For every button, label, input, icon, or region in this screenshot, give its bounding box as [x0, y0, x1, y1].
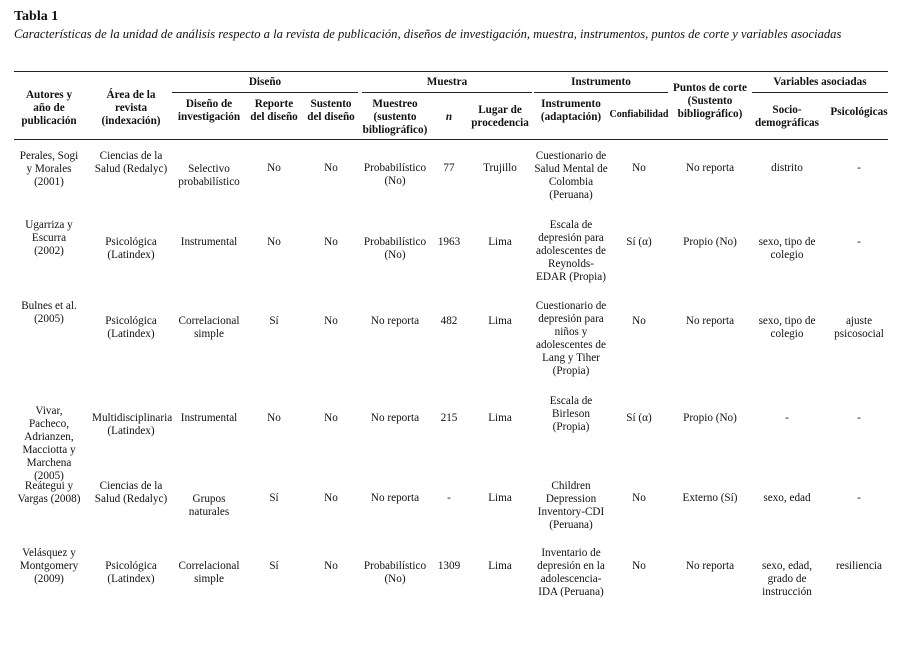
- cell-muestreo: Probabilístico (No): [363, 236, 427, 261]
- cell-muestreo: No reporta: [370, 492, 420, 504]
- cell-psico: -: [857, 162, 861, 174]
- cell-autores: Bulnes et al. (2005): [21, 300, 77, 325]
- header-sustento: Sustento del diseño: [307, 98, 355, 123]
- cell-puntos: Externo (Sí): [682, 492, 738, 504]
- cell-muestreo: Probabilístico (No): [363, 162, 427, 187]
- header-muestreo: Muestreo (sustento bibliográfico): [362, 98, 428, 136]
- cell-n: 1309: [437, 560, 461, 572]
- cell-puntos: No reporta: [685, 162, 735, 174]
- cell-sustento: No: [324, 560, 338, 572]
- cell-confiabilidad: No: [632, 560, 646, 572]
- table-title: Tabla 1: [14, 9, 59, 24]
- cell-instrumento: Children Depression Inventory-CDI (Peruana): [537, 480, 605, 531]
- cell-n: 215: [440, 412, 458, 424]
- cell-n: 77: [443, 162, 455, 174]
- cell-area: Psicológica (Latindex): [105, 236, 157, 261]
- instrumento-group-rule: [534, 92, 668, 93]
- cell-area: Ciencias de la Salud (Redalyc): [94, 480, 168, 505]
- table-caption: Características de la unidad de análisis respecto a la revista de publicación, diseños de investigación, muestra, instrumentos, puntos de corte y variables asociadas: [14, 27, 842, 41]
- cell-diseno: Grupos naturales: [188, 493, 230, 518]
- cell-diseno: Selectivo probabilístico: [178, 163, 240, 188]
- cell-reporte: No: [267, 412, 281, 424]
- cell-psico: resiliencia: [836, 560, 882, 572]
- cell-sustento: No: [324, 162, 338, 174]
- cell-instrumento: Escala de Birleson (Propia): [549, 395, 593, 433]
- cell-psico: ajuste psicosocial: [834, 315, 884, 340]
- cell-n: -: [447, 492, 451, 504]
- header-area: Área de la revista (indexación): [101, 89, 161, 127]
- cell-socio: sexo, tipo de colegio: [758, 236, 816, 261]
- cell-area: Ciencias de la Salud (Redalyc): [94, 150, 168, 175]
- header-n: n: [445, 111, 453, 123]
- cell-psico: -: [857, 412, 861, 424]
- header-socio: Socio-demográficas: [754, 104, 819, 129]
- cell-diseno: Instrumental: [180, 236, 238, 248]
- cell-muestreo: Probabilístico (No): [363, 560, 427, 585]
- cell-diseno: Correlacional simple: [178, 315, 240, 340]
- cell-socio: sexo, edad, grado de instrucción: [761, 560, 813, 598]
- cell-socio: distrito: [771, 162, 803, 174]
- diseno-group-rule: [172, 92, 358, 93]
- cell-area: Psicológica (Latindex): [105, 560, 157, 585]
- header-diseno-investigacion: Diseño de investigación: [177, 98, 241, 123]
- cell-reporte: Sí: [269, 315, 279, 327]
- cell-psico: -: [857, 492, 861, 504]
- cell-instrumento: Escala de depresión para adolescentes de Reynolds-EDAR (Propia): [536, 219, 606, 283]
- cell-sustento: No: [324, 236, 338, 248]
- cell-n: 482: [440, 315, 458, 327]
- cell-autores: Perales, Sogi y Morales (2001): [19, 150, 79, 188]
- cell-instrumento: Inventario de depresión en la adolescencia-IDA (Peruana): [537, 547, 605, 598]
- cell-diseno: Correlacional simple: [178, 560, 240, 585]
- top-rule: [14, 71, 888, 72]
- cell-socio: sexo, edad: [763, 492, 811, 504]
- header-autores: Autores y año de publicación: [21, 89, 77, 127]
- muestra-group-rule: [362, 92, 532, 93]
- cell-autores: Vivar, Pacheco, Adrianzen, Macciotta y Marchena (2005): [22, 405, 76, 482]
- header-bottom-rule: [14, 139, 888, 140]
- group-header-variables: Variables asociadas: [773, 76, 867, 88]
- cell-lugar: Trujillo: [483, 162, 517, 174]
- cell-puntos: Propio (No): [683, 236, 737, 248]
- cell-autores: Ugarriza y Escurra (2002): [25, 219, 73, 257]
- cell-area: Psicológica (Latindex): [105, 315, 157, 340]
- cell-autores: Velásquez y Montgomery (2009): [19, 547, 79, 585]
- group-header-diseno: Diseño: [248, 76, 282, 88]
- cell-muestreo: No reporta: [370, 315, 420, 327]
- cell-reporte: No: [267, 236, 281, 248]
- cell-confiabilidad: Sí (α): [626, 412, 652, 424]
- cell-puntos: No reporta: [685, 315, 735, 327]
- cell-lugar: Lima: [488, 315, 512, 327]
- cell-muestreo: No reporta: [370, 412, 420, 424]
- cell-reporte: Sí: [269, 492, 279, 504]
- cell-lugar: Lima: [488, 412, 512, 424]
- header-psico: Psicológicas: [830, 106, 888, 118]
- cell-area: Multidisciplinaria (Latindex): [92, 412, 173, 437]
- cell-lugar: Lima: [488, 560, 512, 572]
- variables-group-rule: [752, 92, 888, 93]
- header-instrumento: Instrumento (adaptación): [540, 98, 602, 123]
- cell-confiabilidad: No: [632, 162, 646, 174]
- cell-autores: Reátegui y Vargas (2008): [17, 480, 81, 505]
- cell-puntos: No reporta: [685, 560, 735, 572]
- cell-reporte: No: [267, 162, 281, 174]
- cell-socio: -: [785, 412, 789, 424]
- header-confiabilidad: Confiabilidad: [609, 109, 669, 120]
- cell-diseno: Instrumental: [180, 412, 238, 424]
- header-lugar: Lugar de procedencia: [471, 104, 529, 129]
- cell-sustento: No: [324, 315, 338, 327]
- cell-confiabilidad: No: [632, 315, 646, 327]
- cell-instrumento: Cuestionario de depresión para niños y adolescentes de Lang y Tiher (Propia): [535, 300, 607, 377]
- cell-sustento: No: [324, 412, 338, 424]
- cell-psico: -: [857, 236, 861, 248]
- cell-sustento: No: [324, 492, 338, 504]
- cell-confiabilidad: Sí (α): [626, 236, 652, 248]
- cell-reporte: Sí: [269, 560, 279, 572]
- group-header-muestra: Muestra: [426, 76, 468, 88]
- cell-n: 1963: [437, 236, 461, 248]
- group-header-instrumento: Instrumento: [571, 76, 631, 88]
- cell-puntos: Propio (No): [683, 412, 737, 424]
- cell-socio: sexo, tipo de colegio: [758, 315, 816, 340]
- cell-lugar: Lima: [488, 236, 512, 248]
- header-puntos: Puntos de corte (Sustento bibliográfico): [673, 82, 747, 120]
- header-reporte: Reporte del diseño: [250, 98, 298, 123]
- cell-lugar: Lima: [488, 492, 512, 504]
- cell-confiabilidad: No: [632, 492, 646, 504]
- cell-instrumento: Cuestionario de Salud Mental de Colombia (Peruana): [534, 150, 608, 201]
